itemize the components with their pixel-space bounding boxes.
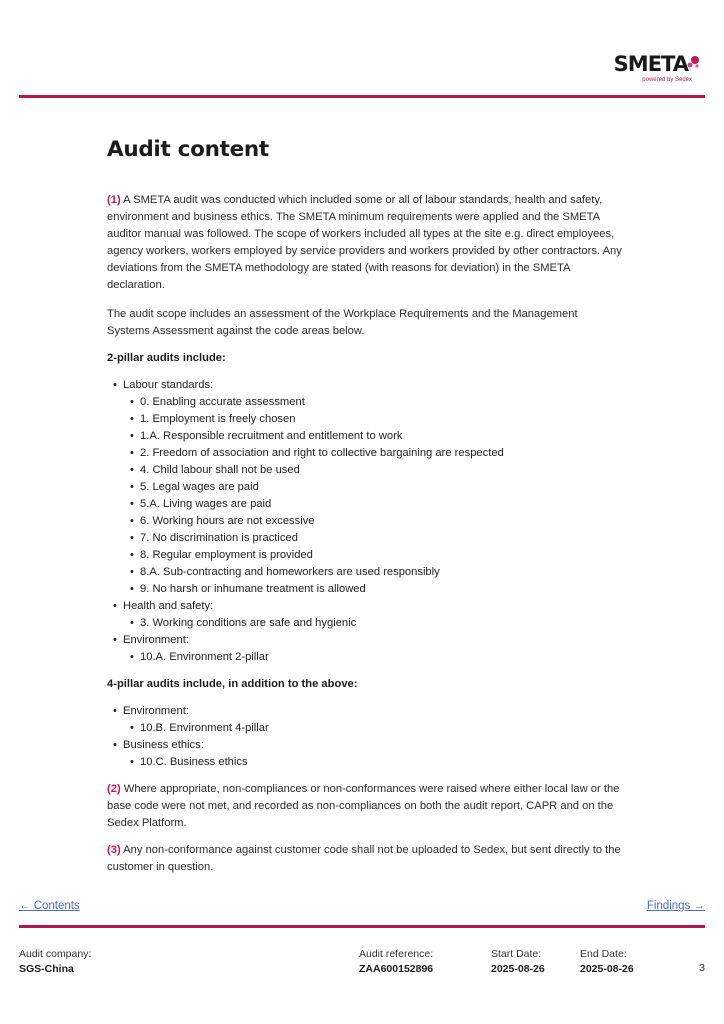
bullet-icon: • — [130, 651, 134, 663]
sub-list — [130, 615, 622, 632]
paragraph-2 — [107, 781, 622, 832]
category-label: Environment: — [123, 705, 189, 717]
paragraph-3 — [107, 842, 622, 876]
audit-company-label: Audit company: — [19, 948, 92, 960]
list-item — [113, 703, 622, 737]
page-number: 3 — [699, 962, 705, 974]
paragraph-text: Any non-conformance against customer code shall not be uploaded to Sedex, but sent directly to the customer in question. — [107, 844, 621, 873]
page-footer — [19, 947, 705, 987]
list-item — [130, 479, 622, 496]
list-item — [130, 428, 622, 445]
bullet-icon: • — [113, 634, 117, 646]
sub-list — [130, 720, 622, 737]
bullet-icon: • — [130, 756, 134, 768]
list-item — [130, 496, 622, 513]
logo-subtitle: powered by Sedex — [642, 77, 692, 83]
logo-dots-icon — [686, 55, 700, 69]
list-item — [130, 649, 622, 666]
bullet-icon: • — [113, 379, 117, 391]
code-area-item: 6. Working hours are not excessive — [140, 515, 315, 527]
bullet-icon: • — [130, 413, 134, 425]
two-pillar-heading: 2-pillar audits include: — [107, 352, 226, 364]
code-area-item: 10.B. Environment 4-pillar — [140, 722, 269, 734]
code-area-item: 3. Working conditions are safe and hygienic — [140, 617, 357, 629]
footer-divider — [19, 925, 705, 928]
code-area-item: 7. No discrimination is practiced — [140, 532, 298, 544]
start-date-value: 2025-08-26 — [491, 963, 545, 975]
paragraph-number: (1) — [107, 194, 121, 206]
sub-list — [130, 649, 622, 666]
bullet-icon: • — [130, 617, 134, 629]
sub-list — [130, 394, 622, 598]
main-content — [107, 136, 622, 876]
audit-reference-label: Audit reference: — [359, 948, 434, 960]
list-item — [130, 581, 622, 598]
bullet-icon: • — [130, 447, 134, 459]
bullet-icon: • — [130, 430, 134, 442]
two-pillar-list — [113, 377, 622, 666]
paragraph-1 — [107, 192, 622, 294]
header-divider — [19, 95, 705, 98]
bullet-icon: • — [113, 600, 117, 612]
code-area-item: 5. Legal wages are paid — [140, 481, 259, 493]
start-date-label: Start Date: — [491, 948, 542, 960]
code-area-item: 1.A. Responsible recruitment and entitlement to work — [140, 430, 403, 442]
paragraph-number: (3) — [107, 844, 121, 856]
bullet-icon: • — [113, 739, 117, 751]
bullet-icon: • — [130, 515, 134, 527]
sub-list — [130, 754, 622, 771]
bullet-icon: • — [130, 532, 134, 544]
list-item — [113, 737, 622, 771]
bullet-icon: • — [130, 464, 134, 476]
code-area-item: 8.A. Sub-contracting and homeworkers are used responsibly — [140, 566, 440, 578]
paragraph-text: A SMETA audit was conducted which included some or all of labour standards, health and safety, environment and business ethics. The SMETA minimum requirements were applied and the SMETA auditor manual was followed. The scope of workers included all types at the site e.g. direct employees, agency workers, workers employed by service providers and workers provided by other contractors. Any deviations from the SMETA methodology are stated (with reasons for deviation) in the SMETA declaration. — [107, 194, 622, 291]
code-area-item: 1. Employment is freely chosen — [140, 413, 296, 425]
list-item — [130, 547, 622, 564]
audit-company-value: SGS-China — [19, 963, 74, 975]
page-title: Audit content — [107, 137, 269, 162]
list-item — [130, 615, 622, 632]
bullet-icon: • — [113, 705, 117, 717]
four-pillar-list — [113, 703, 622, 771]
list-item — [130, 394, 622, 411]
code-area-item: 0. Enabling accurate assessment — [140, 396, 305, 408]
scope-paragraph: The audit scope includes an assessment of the Workplace Requirements and the Management Systems Assessment against the code areas below. — [107, 308, 578, 337]
list-item — [130, 720, 622, 737]
category-label: Environment: — [123, 634, 189, 646]
bullet-icon: • — [130, 566, 134, 578]
list-item — [130, 530, 622, 547]
code-area-item: 9. No harsh or inhumane treatment is allowed — [140, 583, 366, 595]
category-label: Labour standards: — [123, 379, 214, 391]
page-header — [0, 0, 724, 98]
end-date-value: 2025-08-26 — [580, 963, 634, 975]
bullet-icon: • — [130, 396, 134, 408]
list-item — [130, 462, 622, 479]
audit-company-block — [19, 947, 91, 977]
audit-reference-value: ZAA600152896 — [359, 963, 434, 975]
smeta-logo — [614, 53, 700, 84]
category-label: Health and safety: — [123, 600, 214, 612]
bullet-icon: • — [130, 583, 134, 595]
start-date-block — [491, 947, 545, 977]
code-area-item: 8. Regular employment is provided — [140, 549, 313, 561]
bullet-icon: • — [130, 722, 134, 734]
code-area-item: 10.A. Environment 2-pillar — [140, 651, 269, 663]
list-item — [130, 411, 622, 428]
bullet-icon: • — [130, 498, 134, 510]
list-item — [113, 598, 622, 632]
bullet-icon: • — [130, 481, 134, 493]
list-item — [113, 632, 622, 666]
end-date-label: End Date: — [580, 948, 627, 960]
category-label: Business ethics: — [123, 739, 204, 751]
list-item — [113, 377, 622, 598]
code-area-item: 2. Freedom of association and right to collective bargaining are respected — [140, 447, 504, 459]
paragraph-number: (2) — [107, 783, 121, 795]
code-area-item: 5.A. Living wages are paid — [140, 498, 272, 510]
code-area-item: 10.C. Business ethics — [140, 756, 248, 768]
list-item — [130, 445, 622, 462]
paragraph-text: Where appropriate, non-compliances or non-conformances were raised where either local law or the base code were not met, and recorded as non-compliances on both the audit report, CAPR and on the Sedex Platform. — [107, 783, 620, 829]
bullet-icon: • — [130, 549, 134, 561]
contents-link[interactable]: ← Contents — [19, 900, 80, 912]
list-item — [130, 513, 622, 530]
list-item — [130, 754, 622, 771]
list-item — [130, 564, 622, 581]
page-navigation — [19, 900, 705, 916]
code-area-item: 4. Child labour shall not be used — [140, 464, 300, 476]
audit-reference-block — [359, 947, 433, 977]
end-date-block — [580, 947, 634, 977]
findings-link[interactable]: Findings → — [646, 900, 705, 912]
logo-wordmark: SMETA — [614, 53, 700, 75]
four-pillar-heading: 4-pillar audits include, in addition to the above: — [107, 678, 358, 690]
